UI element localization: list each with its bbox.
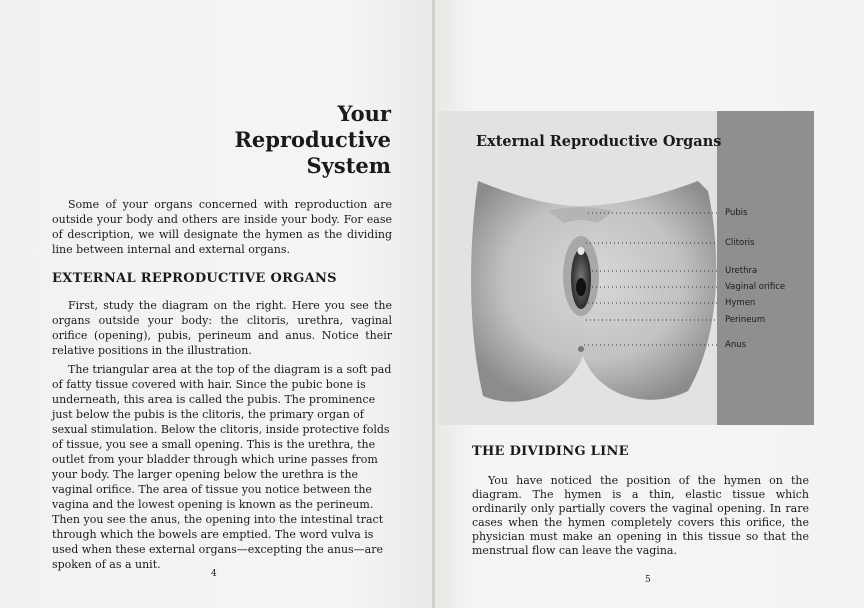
figure-title: External Reproductive Organs (476, 133, 722, 150)
title-line-3: System (306, 153, 391, 178)
label-urethra: Urethra (725, 266, 758, 276)
study-diagram-paragraph: First, study the diagram on the right. Here you see the organs outside your body: the clitoris, urethra, vaginal orifice (opening), pubis, perineum and anus. Notice their relative positions in the illustration. (52, 299, 392, 357)
label-hymen: Hymen (725, 298, 756, 308)
title-line-2: Reproductive (234, 127, 391, 152)
label-vaginal-orifice: Vaginal orifice (725, 282, 786, 292)
page-title (234, 101, 391, 179)
label-pubis: Pubis (725, 208, 748, 218)
vaginal-orifice-mark (576, 278, 586, 296)
label-perineum: Perineum (725, 315, 766, 325)
dividing-line-heading: THE DIVIDING LINE (472, 444, 629, 459)
pubis-description-paragraph: The triangular area at the top of the diagram is a soft pad of fatty tissue covered with hair. Since the pubic bone is underneath, this area is called the pubis. The prominence just below the pubis is the clitoris, the primary organ of sexual stimulation. Below the clitoris, inside protective folds of tissue, you see a small opening. This is the urethra, the outlet from your bladder through which urine passes from your body. The larger opening below the urethra is the vaginal orifice. The area of tissue you notice between the vagina and the lowest opening is known as the perineum. Then you see the anus, the opening into the intestinal tract through which the bowels are emptied. The word vulva is used when these external organs—excepting the anus—are spoken of as a unit. (52, 363, 392, 571)
label-anus: Anus (725, 340, 747, 350)
page-number-right: 5 (645, 575, 651, 585)
label-clitoris: Clitoris (725, 238, 755, 248)
anus-mark (578, 346, 584, 352)
clitoris-mark (578, 247, 585, 255)
page-number-left: 4 (211, 569, 217, 579)
anatomy-illustration (438, 111, 814, 425)
title-line-1: Your (337, 101, 391, 126)
external-organs-heading: EXTERNAL REPRODUCTIVE ORGANS (52, 271, 337, 286)
anatomy-figure (438, 111, 814, 425)
intro-paragraph: Some of your organs concerned with reproduction are outside your body and others are inside your body. For ease of description, we will designate the hymen as the dividing line between internal and external organs. (52, 198, 392, 256)
hymen-paragraph: You have noticed the position of the hymen on the diagram. The hymen is a thin, elastic tissue which ordinarily only partially covers the vaginal opening. In rare cases when the hymen completely covers this orifice, the physician must make an opening in this tissue so that the menstrual flow can leave the vagina. (472, 474, 809, 557)
